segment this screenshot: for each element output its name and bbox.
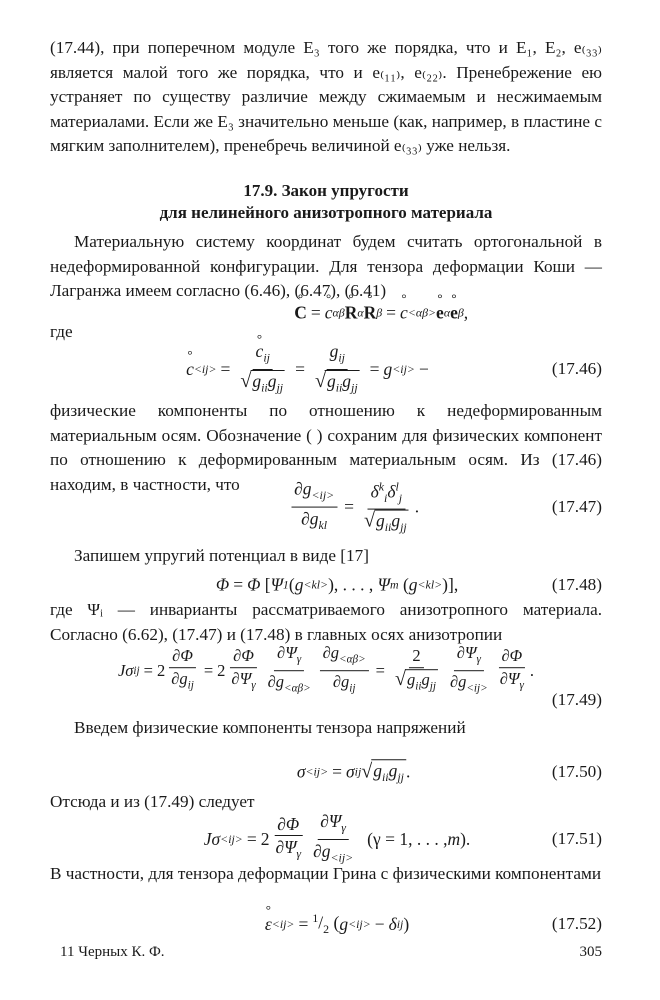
paragraph-7: Введем физические компоненты тензора напряжений: [74, 718, 466, 737]
paragraph-6: где Ψᵢ — инварианты рассматриваемого анизотропного материала. Согласно (6.62), (17.47) и (17.48) в главных осях анизотропии: [50, 600, 602, 644]
equation-number: (17.51): [551, 829, 602, 848]
paragraph-8: Отсюда и из (17.49) следует: [50, 792, 255, 811]
equation-cauchy-lagrange: ° C = ° c αβ ° R α ° R β = ° c <αβ> ° e α ° e β ,: [50, 293, 602, 333]
equation-17-52: ° ε <ij> = $^1/_2$ ( g <ij> − δ ij ) (17.52): [50, 904, 602, 944]
equation-17-49: Jσ ij = 2 $\frac{\partial\Phi}{\partial g_{ij}}$ = 2 $\frac{\partial\Phi}{\partial\Psi_\gamma}$ $\frac{\partial\Psi_\gamma}{\partial g_{<\alpha\beta>}}$ $\frac{\partial g_{<\alpha\beta>}}{\partial g_{ij}}$ = $\frac{2}{√g_{ii}g_{jj}}$ $\frac{\partial\Psi_\gamma}{\partial g_{<ij>}}$ $\frac{\partial\Phi}{\partial\Psi_\gamma}$ .: [117, 643, 535, 695]
paragraph-5: Запишем упругий потенциал в виде [17]: [74, 546, 369, 565]
equation-number: (17.48): [551, 575, 602, 594]
paragraph-4: физические компоненты по отношению к недеформированным материальным осям. Обозначение ( ) сохраним для физических компонент по отношению к деформированным материальным осям. Из (17.46) находим, в частности, что: [50, 401, 602, 494]
paragraph-1: (17.44), при поперечном модуле E₃ того же порядка, что и E₁, E₂, e₍₃₃₎ является малой того же порядка, что и e₍₁₁₎, e₍₂₂₎. Пренебрежение ею устраняет по существу различие между сжимаемым и несжимаемым материалами. Если же E₃ значительно меньше (как, например, в пластине с мягким заполнителем), пренебречь величиной e₍₃₃₎ уже нельзя.: [50, 38, 602, 155]
equation-number: (17.52): [551, 914, 602, 933]
equation-17-48: Φ = Φ [ Ψ 1 ( g <kl> ), . . . , Ψ m ( g <kl> )], (17.48): [215, 574, 602, 595]
paragraph-3: где: [50, 322, 73, 341]
equation-number: (17.47): [551, 497, 602, 516]
equation-number: (17.50): [551, 762, 602, 781]
equation-17-46: ° c <ij> = ° $\frac{c_{ij}}{√g_{ii}g_{jj}}$ = $\frac{g_{ij}}{√g_{ii}g_{jj}}$ = g <ij> − (17.46): [50, 346, 602, 392]
footer-signature: 11 Черных К. Ф.: [60, 944, 165, 960]
equation-17-49-number-row: [50, 688, 602, 712]
equation-17-47: $\frac{\partial g_{<ij>}}{\partial g_{kl}}$ = $\frac{\delta^k_i\delta^l_j}{√g_{ii}g_{jj}}$ . (17.47): [50, 484, 602, 530]
section-heading-line-2: для нелинейного анизотропного материала: [159, 203, 493, 222]
section-heading-line-1: 17.9. Закон упругости: [243, 181, 409, 200]
page-number: 305: [579, 944, 602, 960]
equation-17-50: σ <ij> = σ ij √ $g_{ii}g_{jj}$ . (17.50): [296, 760, 602, 784]
equation-number: (17.49): [551, 690, 602, 709]
paragraph-9: В частности, для тензора деформации Грина с физическими компонентами: [50, 864, 602, 883]
equation-number: (17.46): [551, 359, 602, 378]
equation-17-51: Jσ <ij> = 2 $\frac{\partial\Phi}{\partial\Psi_\gamma}$ $\frac{\partial\Psi_\gamma}{\partial g_{<ij>}}$ (γ = 1, . . . , m ). (17.51): [203, 811, 602, 864]
paragraph-2: Материальную систему координат будем считать ортогональной в недеформированной конфигурации. Для тензора деформации Коши — Лагранжа имеем согласно (6.46), (6.47), (6.41): [50, 232, 602, 300]
